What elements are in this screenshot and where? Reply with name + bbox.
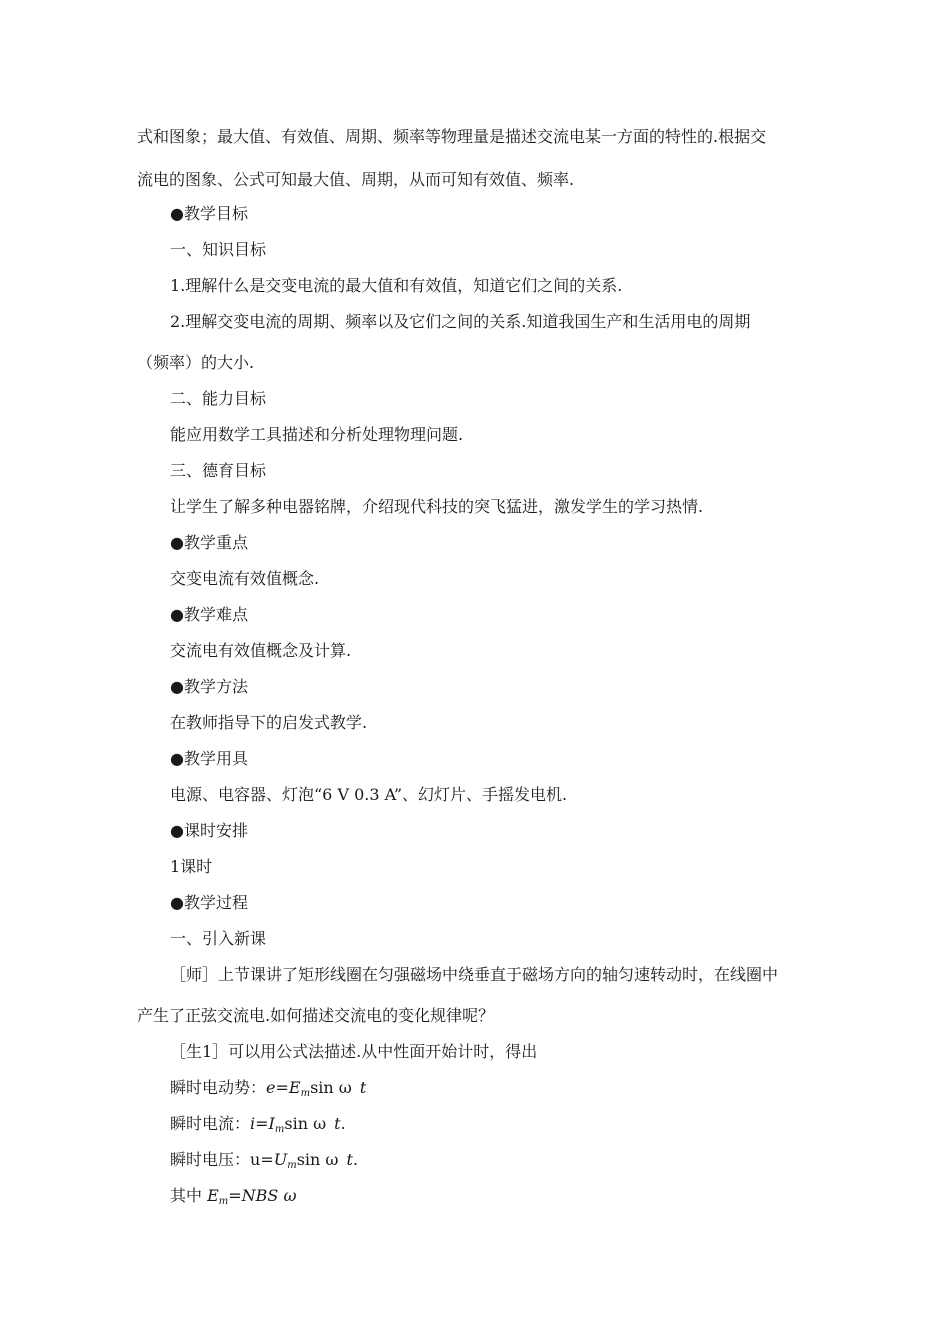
subsection-heading: 三、德育目标	[170, 461, 267, 480]
paragraph-line: 让学生了解多种电器铭牌，介绍现代科技的突飞猛进，激发学生的学习热情.	[170, 497, 704, 516]
formula-subscript: m	[287, 1160, 297, 1171]
subsection-heading: 一、引入新课	[170, 929, 267, 948]
formula-em	[170, 1186, 297, 1212]
formula-current	[170, 1114, 346, 1140]
section-heading: ●教学重点	[170, 533, 248, 552]
formula-subscript: m	[300, 1088, 311, 1099]
section-heading: ●教学用具	[170, 749, 248, 768]
formula-amplitude: E	[288, 1078, 301, 1097]
formula-variable: u	[250, 1150, 261, 1169]
formula-voltage	[170, 1150, 358, 1176]
section-heading: ●教学难点	[170, 605, 248, 624]
formula-variable: e	[266, 1078, 276, 1097]
formula-time: t	[334, 1114, 341, 1133]
paragraph-line: 流电的图象、公式可知最大值、周期，从而可知有效值、频率.	[137, 170, 575, 189]
paragraph-line: 电源、电容器、灯泡“6 V 0.3 A”、幻灯片、手摇发电机.	[170, 785, 568, 804]
section-heading: ●课时安排	[170, 821, 248, 840]
paragraph-line: （频率）的大小.	[137, 353, 255, 372]
paragraph-line: ［生1］可以用公式法描述.从中性面开始计时，得出	[170, 1042, 538, 1061]
paragraph-line: 2.理解交变电流的周期、频率以及它们之间的关系.知道我国生产和生活用电的周期	[170, 312, 751, 331]
formula-function: sin ω	[284, 1114, 327, 1133]
formula-equals: =	[255, 1114, 269, 1133]
section-heading: ●教学方法	[170, 677, 248, 696]
paragraph-line: 式和图象；最大值、有效值、周期、频率等物理量是描述交流电某一方面的特性的.根据交	[137, 127, 767, 146]
formula-label: 瞬时电流：	[170, 1114, 251, 1133]
formula-amplitude: U	[273, 1150, 288, 1169]
subsection-heading: 一、知识目标	[170, 240, 267, 259]
formula-subscript: m	[274, 1124, 285, 1135]
paragraph-line: 产生了正弦交流电.如何描述交流电的变化规律呢？	[137, 1006, 495, 1025]
section-heading: ●教学目标	[170, 204, 248, 223]
subsection-heading: 二、能力目标	[170, 389, 267, 408]
paragraph-line: 交流电有效值概念及计算.	[170, 641, 352, 660]
formula-emf	[170, 1078, 366, 1104]
formula-lhs: E	[207, 1186, 219, 1205]
formula-label: 其中	[170, 1186, 208, 1205]
formula-function: sin ω	[296, 1150, 339, 1169]
formula-label: 瞬时电动势：	[170, 1078, 267, 1097]
paragraph-line: 1.理解什么是交变电流的最大值和有效值，知道它们之间的关系.	[170, 276, 623, 295]
paragraph-line: 能应用数学工具描述和分析处理物理问题.	[170, 425, 464, 444]
paragraph-line: 交变电流有效值概念.	[170, 569, 320, 588]
section-heading: ●教学过程	[170, 893, 248, 912]
formula-subscript: m	[218, 1196, 229, 1207]
formula-end: .	[340, 1114, 346, 1133]
formula-end: .	[352, 1150, 358, 1169]
formula-amplitude: I	[268, 1114, 275, 1133]
formula-time: t	[359, 1078, 367, 1097]
formula-equals: =	[275, 1078, 289, 1097]
formula-time: t	[346, 1150, 353, 1169]
formula-variable: i	[250, 1114, 256, 1133]
formula-label: 瞬时电压：	[170, 1150, 251, 1169]
formula-function: sin ω	[310, 1078, 352, 1097]
paragraph-line: ［师］上节课讲了矩形线圈在匀强磁场中绕垂直于磁场方向的轴匀速转动时，在线圈中	[170, 965, 779, 984]
paragraph-line: 1课时	[170, 857, 213, 876]
paragraph-line: 在教师指导下的启发式教学.	[170, 713, 368, 732]
formula-rhs: =NBS ω	[228, 1186, 297, 1205]
formula-equals: =	[260, 1150, 274, 1169]
